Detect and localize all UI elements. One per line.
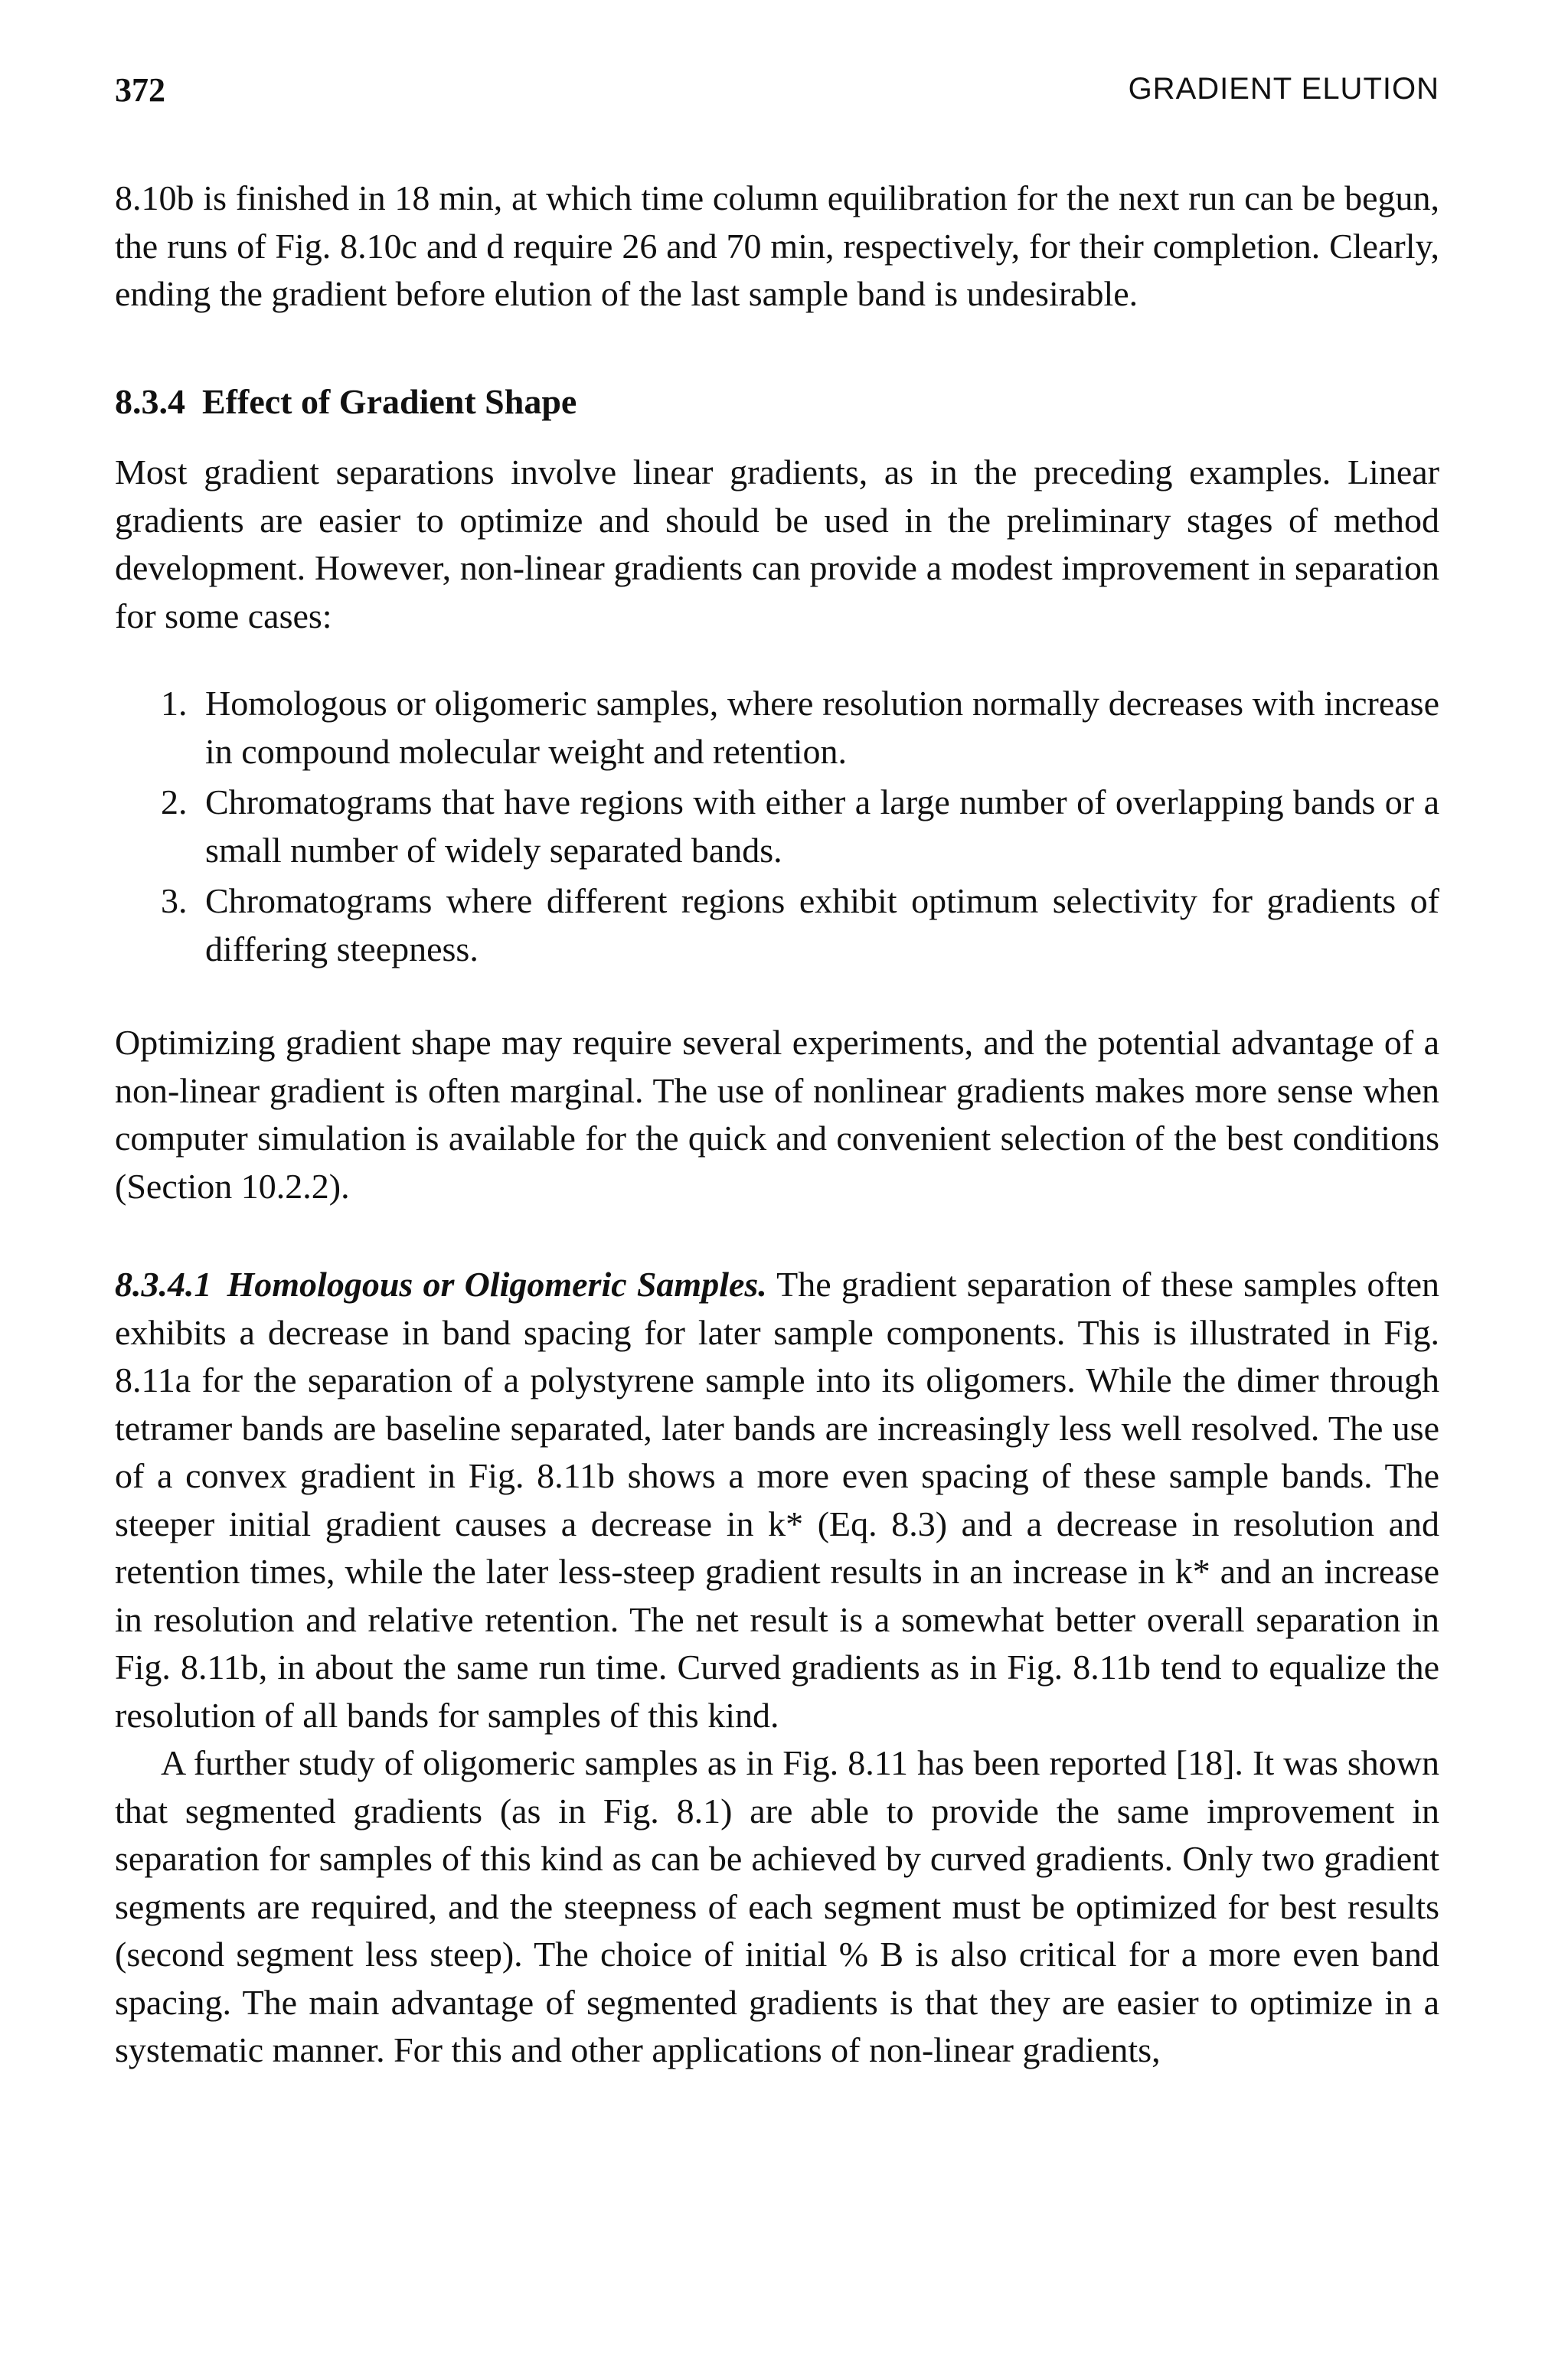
- case-list: [115, 680, 1439, 973]
- page-header: [115, 70, 1439, 116]
- section-paragraph-1: Most gradient separations involve linear gradients, as in the preceding examples. Linear gradients are easier to optimize and should be used in the preliminary stages of method development. However, non-linear gradients can provide a modest improvement in separation for some cases:: [115, 452, 1439, 635]
- page-body: [115, 175, 1439, 2075]
- section-heading: [115, 378, 1439, 426]
- section-paragraph-2: Optimizing gradient shape may require several experiments, and the potential advantage of a non-linear gradient is often marginal. The use of nonlinear gradients makes more sense when computer simulation is available for the quick and convenient selection of the best conditions (Section 10.2.2).: [115, 1023, 1439, 1206]
- subsection-title: Homologous or Oligomeric Samples.: [227, 1265, 767, 1304]
- section-number: 8.3.4: [115, 381, 185, 421]
- list-item-number: 1.: [161, 684, 188, 723]
- list-item-text: Chromatograms that have regions with either a large number of overlapping bands or a small number of widely separated bands.: [205, 782, 1439, 870]
- intro-paragraph: 8.10b is finished in 18 min, at which time column equilibration for the next run can be begun, the runs of Fig. 8.10c and d require 26 and 70 min, respectively, for their completion. Clearly, ending the gradient before elution of the last sample band is undesirable.: [115, 178, 1439, 313]
- list-item-text: Homologous or oligomeric samples, where resolution normally decreases with increase in compound molecular weight and retention.: [205, 684, 1439, 771]
- running-head: GRADIENT ELUTION: [1128, 72, 1439, 106]
- list-item: [115, 877, 1439, 973]
- page-number: 372: [115, 71, 165, 109]
- subsection-number: 8.3.4.1: [115, 1265, 212, 1304]
- list-item: [115, 680, 1439, 776]
- section-title: Effect of Gradient Shape: [202, 381, 577, 421]
- subsection-paragraph-1: [115, 1261, 1439, 1739]
- list-item-number: 2.: [161, 782, 188, 821]
- subsection-text: The gradient separation of these samples often exhibits a decrease in band spacing for later sample components. This is illustrated in Fig. 8.11a for the separation of a polystyrene sample into its oligomers. While the dimer through tetramer bands are baseline separated, later bands are increasingly less well resolved. The use of a convex gradient in Fig. 8.11b shows a more even spacing of these sample bands. The steeper initial gradient causes a decrease in k* (Eq. 8.3) and a decrease in resolution and retention times, while the later less-steep gradient results in an increase in k* and an increase in resolution and relative retention. The net result is a somewhat better overall separation in Fig. 8.11b, in about the same run time. Curved gradients as in Fig. 8.11b tend to equalize the resolution of all bands for samples of this kind.: [115, 1265, 1440, 1735]
- subsection-paragraph-2: A further study of oligomeric samples as in Fig. 8.11 has been reported [18]. It was shown that segmented gradients (as in Fig. 8.1) are able to provide the same improvement in separation for samples of this kind as can be achieved by curved gradients. Only two gradient segments are required, and the steepness of each segment must be optimized for best results (second segment less steep). The choice of initial % B is also critical for a more even band spacing. The main advantage of segmented gradients is that they are easier to optimize in a systematic manner. For this and other applications of non-linear gradients,: [115, 1743, 1439, 2069]
- list-item-number: 3.: [161, 881, 188, 920]
- list-item-text: Chromatograms where different regions exhibit optimum selectivity for gradients of differing steepness.: [205, 881, 1439, 968]
- list-item: [115, 779, 1439, 874]
